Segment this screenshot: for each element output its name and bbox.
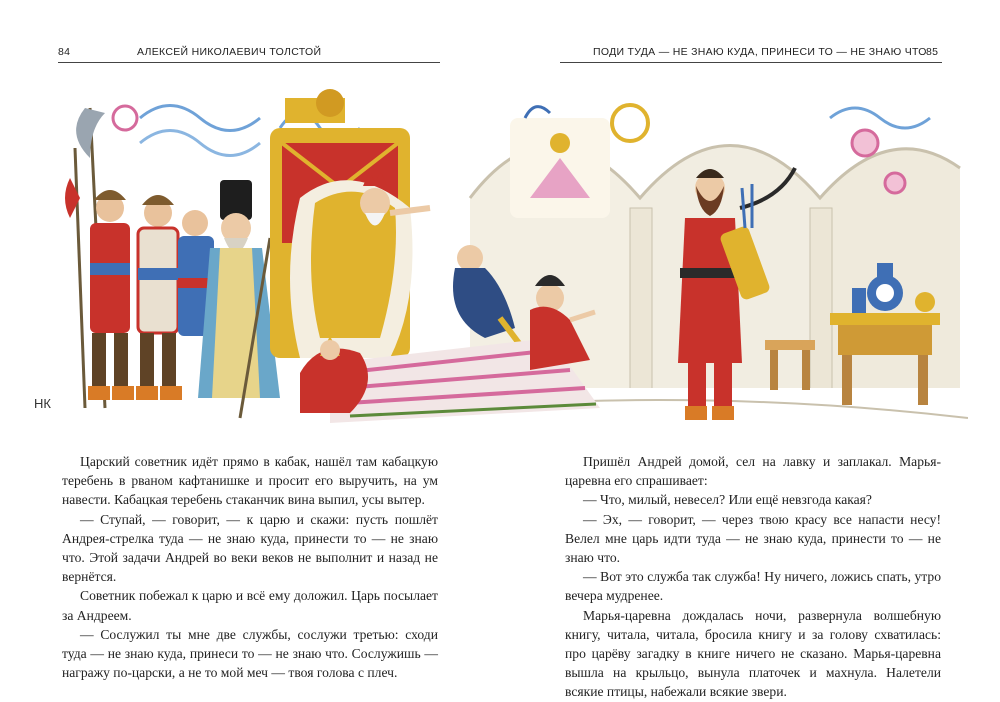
illustration	[30, 88, 968, 440]
guards	[65, 108, 214, 408]
left-paragraph-4: — Сослужил ты мне две службы, сослужи третью: сходи туда — не знаю куда, принеси то — не знаю что. Сослужишь — награжу по-царски, а не то мой меч — твоя голова с плеч.	[62, 626, 438, 681]
right-paragraph-4: — Вот это служба так служба! Ну ничего, ложись спать, утро вечера мудренее.	[565, 569, 941, 604]
right-page-number: 85	[926, 46, 939, 58]
right-paragraph-5: Марья-царевна дождалась ночи, развернула волшебную книгу, читала, читала, бросила книгу и за голову схватилась: про царёву загадку в книге ничего не сказано. Марья-царевна вышла на крыльцо, вынула платочек и махнула. Налетели всякие птицы, набежали всякие звери.	[565, 607, 941, 700]
right-running-head: ПОДИ ТУДА — НЕ ЗНАЮ КУДА, ПРИНЕСИ ТО — НЕ ЗНАЮ ЧТО	[593, 46, 927, 58]
throne-with-tsar	[270, 89, 430, 358]
right-paragraph-1: Пришёл Андрей домой, сел на лавку и заплакал. Марья-царевна его спрашивает:	[565, 454, 941, 489]
left-paragraph-1: Царский советник идёт прямо в кабак, нашёл там кабацкую теребень в рваном кафтанишке и просит его выручить, на ум навести. Кабацкая теребень стаканчик вина выпил, усы вытер.	[62, 454, 438, 508]
right-page-text	[565, 452, 941, 702]
left-header-rule	[58, 62, 440, 63]
left-paragraph-2: — Ступай, — говорит, — к царю и скажи: пусть пошлёт Андрея-стрелка туда — не знаю куда, принести то — не знаю что. Этой задачи Андрей во веки веков не выполнит и назад не вернётся.	[62, 511, 438, 585]
artist-signature: НК	[34, 396, 51, 411]
left-page-text	[62, 452, 438, 682]
right-header-rule	[560, 62, 942, 63]
right-paragraph-2: — Что, милый, невесел? Или ещё невзгода какая?	[583, 492, 872, 508]
counselor-figure	[198, 180, 280, 418]
left-page-number: 84	[58, 46, 71, 58]
illustration-scene	[30, 88, 968, 440]
right-paragraph-3: — Эх, — говорит, — через твою красу все напасти несу! Велел мне царь идти туда — не знаю куда, принести то — не знаю что.	[565, 511, 941, 566]
left-running-head: АЛЕКСЕЙ НИКОЛАЕВИЧ ТОЛСТОЙ	[137, 46, 322, 58]
left-paragraph-3: Советник побежал к царю и всё ему доложил. Царь посылает за Андреем.	[62, 588, 438, 623]
